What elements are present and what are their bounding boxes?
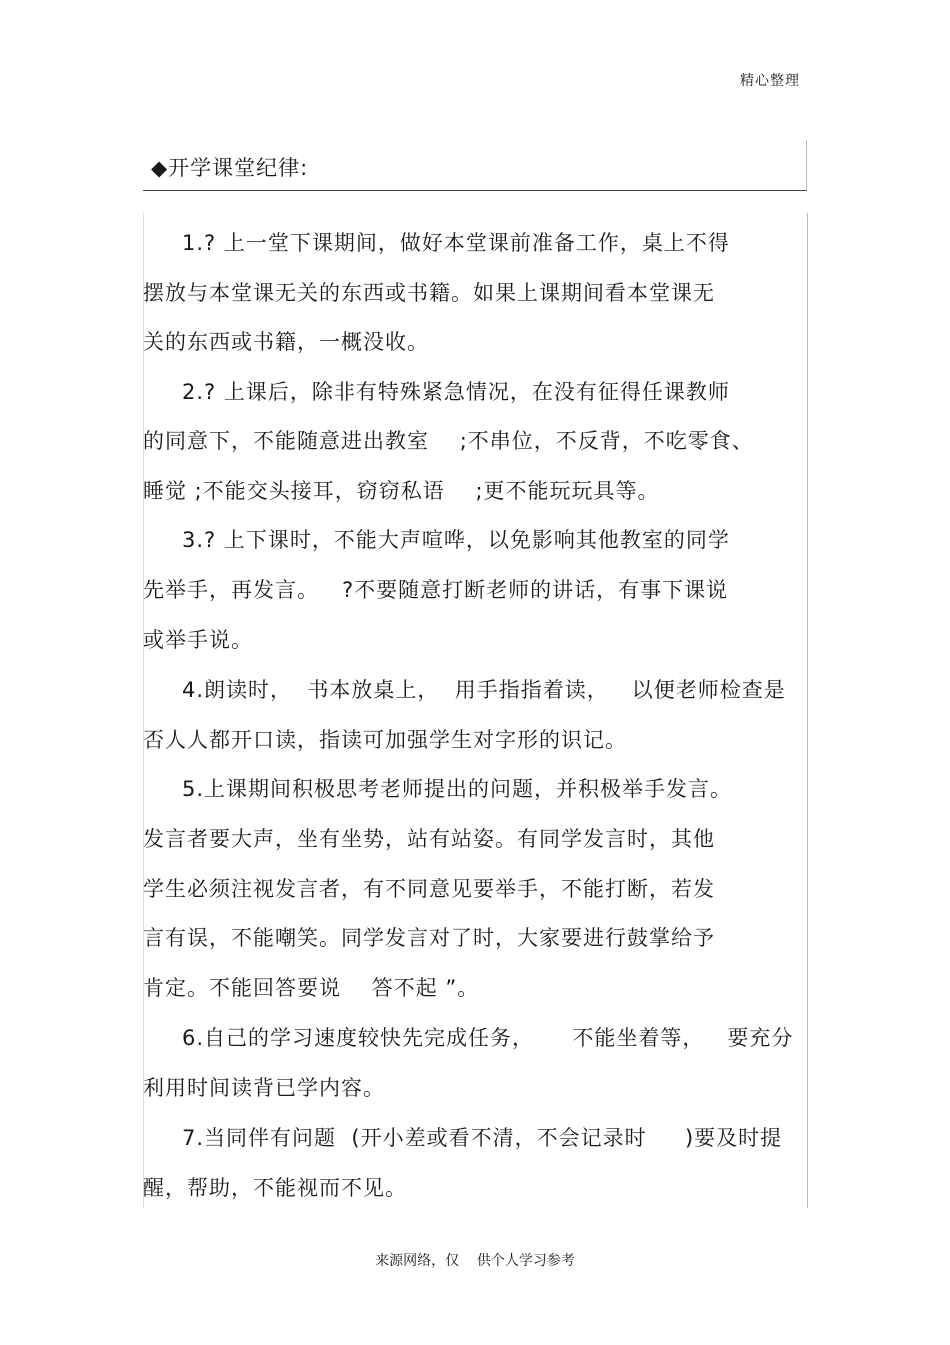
page-footer: 来源网络，仅 供个人学习参考 <box>375 1253 575 1269</box>
body-line-20: 醒，帮助，不能视而不见。 <box>143 1176 407 1200</box>
content-box <box>143 213 808 1208</box>
body-line-14: 学生必须注视发言者，有不同意见要举手，不能打断，若发 <box>143 877 715 901</box>
body-line-6: 睡觉 ;不能交头接耳，窃窃私语 ;更不能玩玩具等。 <box>143 479 660 503</box>
body-line-4: 2.? 上课后，除非有特殊紧急情况，在没有征得任课教师 <box>182 380 730 404</box>
body-line-9: 或举手说。 <box>143 628 253 652</box>
body-line-10: 4.朗读时， 书本放桌上， 用手指指着读， 以便老师检查是 <box>182 678 786 702</box>
body-line-5: 的同意下，不能随意进出教室 ;不串位，不反背，不吃零食、 <box>143 429 754 453</box>
section-title-box <box>143 140 807 191</box>
body-line-17: 6.自己的学习速度较快先完成任务， 不能坐着等， 要充分 <box>182 1026 794 1050</box>
body-line-7: 3.? 上下课时，不能大声喧哗，以免影响其他教室的同学 <box>182 528 730 552</box>
body-line-18: 利用时间读背已学内容。 <box>143 1076 385 1100</box>
body-line-1: 1.? 上一堂下课期间，做好本堂课前准备工作，桌上不得 <box>182 231 730 255</box>
body-line-16: 肯定。不能回答要说 答不起 ”。 <box>143 976 480 1000</box>
section-title: ◆开学课堂纪律: <box>151 156 309 180</box>
body-line-11: 否人人都开口读，指读可加强学生对字形的识记。 <box>143 728 627 752</box>
body-line-12: 5.上课期间积极思考老师提出的问题，并积极举手发言。 <box>182 777 733 801</box>
body-line-2: 摆放与本堂课无关的东西或书籍。如果上课期间看本堂课无 <box>143 281 715 305</box>
page-header-label: 精心整理 <box>740 73 800 89</box>
body-line-19: 7.当同伴有问题 (开小差或看不清，不会记录时 )要及时提 <box>182 1126 783 1150</box>
body-line-8: 先举手，再发言。 ?不要随意打断老师的讲话，有事下课说 <box>143 578 729 602</box>
body-line-3: 关的东西或书籍，一概没收。 <box>143 330 429 354</box>
body-line-15: 言有误，不能嘲笑。同学发言对了时，大家要进行鼓掌给予 <box>143 926 715 950</box>
body-line-13: 发言者要大声，坐有坐势，站有站姿。有同学发言时，其他 <box>143 827 715 851</box>
